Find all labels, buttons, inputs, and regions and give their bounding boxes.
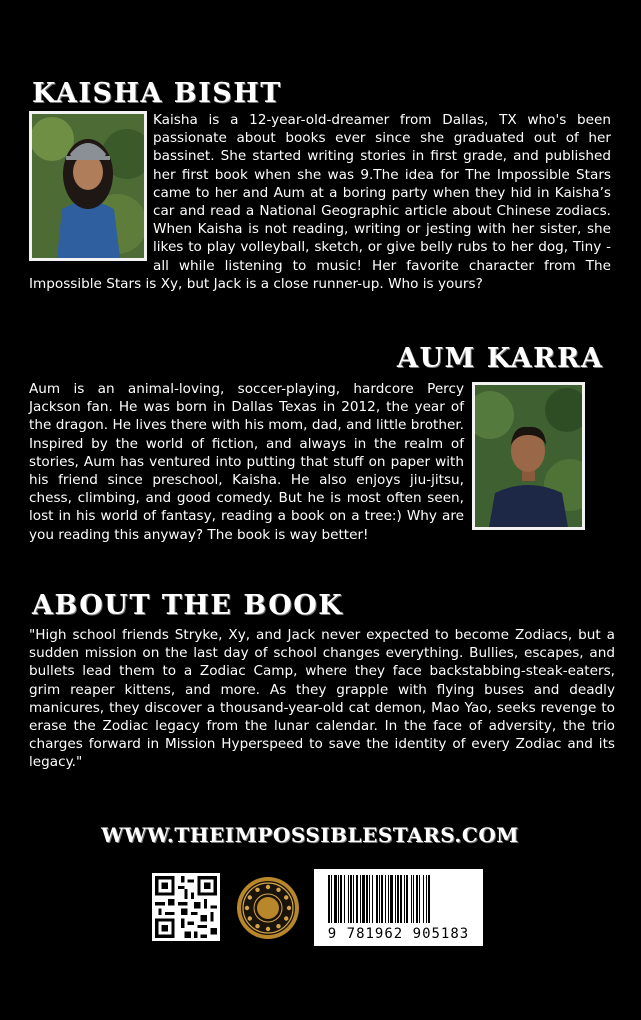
website-url: WWW.THEIMPOSSIBLESTARS.COM bbox=[101, 823, 519, 847]
author-bio-kaisha: Kaisha is a 12-year-old-dreamer from Dallas, TX who's been passionate about books ever since she graduated out of her bassinet. She started writing stories in first grade, and published her first book when she was 9.The idea for The Impossible Stars came to her and Aum at a boring party when they hid in Kaisha’s car and read a National Geographic article about Chinese zodiacs. When Kaisha is not reading, writing or jesting with her sister, she likes to play volleyball, sketch, or give belly rubs to her dog, Tiny - all while listening to music! Her favorite character from The Impossible Stars is Xy, but Jack is a close runner-up. Who is yours? bbox=[29, 112, 611, 292]
author-bio-aum-block bbox=[29, 380, 585, 544]
author-heading-kaisha: KAISHA BISHT bbox=[32, 78, 282, 109]
about-text: "High school friends Stryke, Xy, and Jack never expected to become Zodiacs, but a sudden mission on the last day of school changes everything. Bullies, escapes, and bullets lead them to a Zodiac Camp, where they face backstabbing-steak-eaters, grim reaper kittens, and more. As they grapple with flying buses and deadly manicures, they discover a thousand-year-old cat demon, Mao Yao, seeks revenge to erase the Zodiac legacy from the lunar calendar. In the face of adversity, the trio charges forward in Mission Hyperspeed to save the identity of every Zodiac and its legacy." bbox=[29, 627, 615, 771]
author-photo-kaisha bbox=[29, 111, 147, 261]
about-heading: ABOUT THE BOOK bbox=[32, 590, 344, 621]
author-heading-aum: AUM KARRA bbox=[397, 343, 604, 374]
isbn-digits: 9 781962 905183 bbox=[327, 926, 470, 942]
author-photo-aum bbox=[472, 382, 585, 530]
author-bio-kaisha-block bbox=[29, 111, 611, 293]
qr-code-icon bbox=[152, 873, 220, 941]
zodiac-seal-icon bbox=[236, 876, 300, 940]
author-bio-aum: Aum is an animal-loving, soccer-playing, hardcore Percy Jackson fan. He was born in Dallas Texas in 2012, the year of the dragon. He lives there with his mom, dad, and little brother. Inspired by the world of fiction, and always in the realm of stories, Aum has ventured into putting that stuff on paper with his friend since preschool, Kaisha. He also enjoys jiu-jitsu, chess, climbing, and good comedy. But he is most often seen, lost in his world of fantasy, reading a book on a tree:) Why are you reading this anyway? The book is way better! bbox=[29, 381, 464, 543]
isbn-barcode bbox=[314, 869, 483, 946]
